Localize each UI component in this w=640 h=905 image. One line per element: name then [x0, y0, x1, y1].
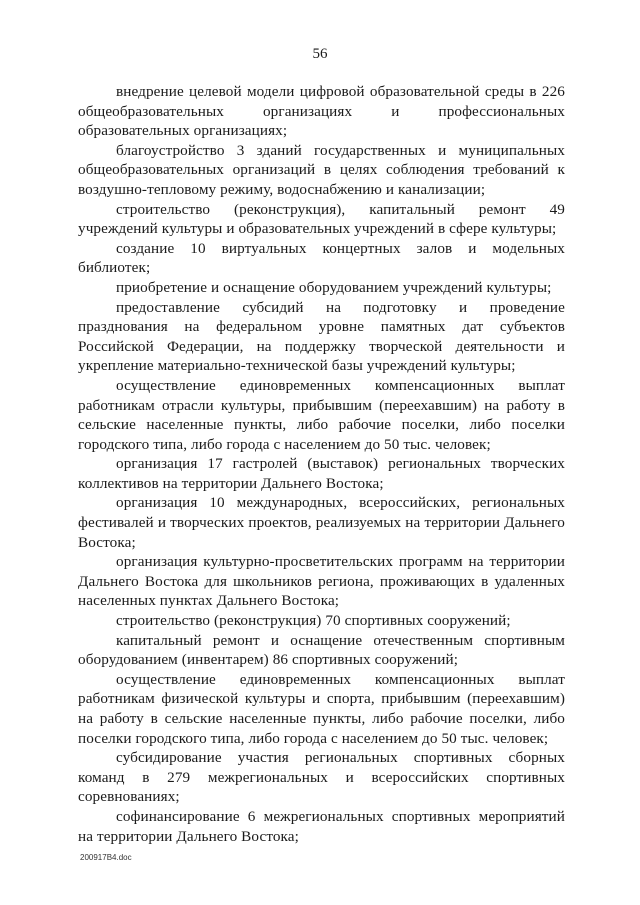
paragraph: создание 10 виртуальных концертных залов и модельных библиотек; — [78, 239, 565, 277]
paragraph: благоустройство 3 зданий государственных и муниципальных общеобразовательных организаций в целях соблюдения требований к воздушно-тепловому режиму, водоснабжению и канализации; — [78, 141, 565, 198]
paragraph: организация культурно-просветительских программ на территории Дальнего Востока для школьников региона, проживающих в удаленных населенных пунктах Дальнего Востока; — [78, 553, 565, 610]
document-body — [78, 82, 565, 846]
paragraph: строительство (реконструкция), капитальный ремонт 49 учреждений культуры и образовательных учреждений в сфере культуры; — [78, 200, 565, 238]
paragraph: софинансирование 6 межрегиональных спортивных мероприятий на территории Дальнего Востока; — [78, 807, 565, 845]
paragraph: осуществление единовременных компенсационных выплат работникам физической культуры и спорта, прибывшим (переехавшим) на работу в сельские населенные пункты, либо рабочие поселки, либо поселки городского типа, либо города с населением до 50 тыс. человек; — [78, 670, 565, 747]
paragraph: организация 17 гастролей (выставок) региональных творческих коллективов на территории Дальнего Востока; — [78, 455, 565, 492]
page-number: 56 — [312, 46, 328, 62]
file-name-footer: 200917B4.doc — [80, 853, 132, 862]
paragraph: строительство (реконструкция) 70 спортивных сооружений; — [116, 612, 511, 630]
paragraph: осуществление единовременных компенсационных выплат работникам отрасли культуры, прибывшим (переехавшим) на работу в сельские населенные пункты, либо рабочие поселки, либо поселки городского типа, либо города с населением до 50 тыс. человек; — [78, 376, 565, 453]
paragraph: организация 10 международных, всероссийских, региональных фестивалей и творческих проектов, реализуемых на территории Дальнего Востока; — [78, 494, 565, 551]
paragraph: капитальный ремонт и оснащение отечественным спортивным оборудованием (инвентарем) 86 спортивных сооружений; — [78, 631, 565, 669]
paragraph: внедрение целевой модели цифровой образовательной среды в 226 общеобразовательных организациях и профессиональных образовательных организациях; — [78, 83, 565, 140]
paragraph: предоставление субсидий на подготовку и проведение празднования на федеральном уровне памятных дат субъектов Российской Федерации, на поддержку творческой деятельности и укрепление материально-технической базы учреждений культуры; — [78, 298, 565, 375]
paragraph: приобретение и оснащение оборудованием учреждений культуры; — [116, 278, 552, 296]
paragraph: субсидирование участия региональных спортивных сборных команд в 279 межрегиональных и всероссийских спортивных соревнованиях; — [78, 749, 565, 806]
